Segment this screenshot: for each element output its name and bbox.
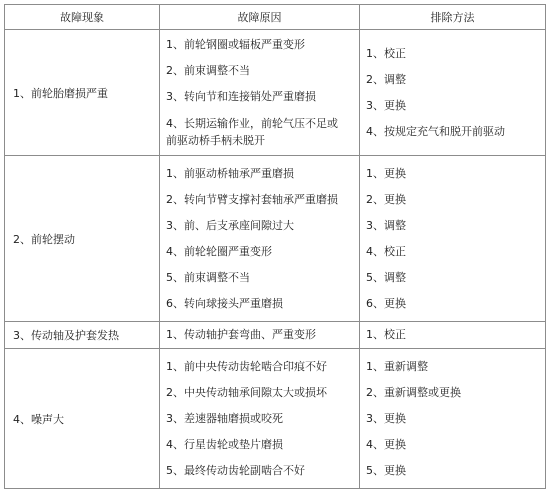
list-item: 4、行星齿轮或垫片磨损 [166,437,283,451]
cause-cell [160,322,360,349]
list-item: 5、更换 [366,463,406,477]
list-item: 3、更换 [366,411,406,425]
cause-cell [160,30,360,156]
list-item: 1、校正 [366,328,406,341]
fault-table [4,4,546,489]
list-item: 4、长期运输作业，前轮气压不足或 [166,116,338,130]
list-item: 1、前轮钢圈或辐板严重变形 [166,37,305,51]
header-row [5,5,546,30]
list-item: 2、调整 [366,72,406,86]
symptom-cell: 2、前轮摆动 [5,156,160,322]
cause-cell [160,156,360,322]
list-item: 4、校正 [366,244,406,258]
list-item: 前驱动桥手柄未脱开 [166,133,265,147]
list-item: 4、前轮轮圈严重变形 [166,244,272,258]
list-item: 5、最终传动齿轮副啮合不好 [166,463,305,477]
list-item: 4、更换 [366,437,406,451]
list-item: 1、前中央传动齿轮啮合印痕不好 [166,359,327,373]
list-item: 1、重新调整 [366,359,428,373]
list-item: 5、前束调整不当 [166,270,250,284]
list-item: 2、转向节臂支撑衬套轴承严重磨损 [166,192,338,206]
symptom-cell: 1、前轮胎磨损严重 [5,30,160,156]
list-item: 3、前、后支承座间隙过大 [166,218,294,232]
list-item: 6、转向球接头严重磨损 [166,296,283,310]
list-item: 1、传动轴护套弯曲、严重变形 [166,328,316,341]
table-row [5,349,546,489]
list-item: 2、前束调整不当 [166,63,250,77]
list-item: 1、校正 [366,46,406,60]
list-item: 4、按规定充气和脱开前驱动 [366,124,505,138]
list-item: 3、调整 [366,218,406,232]
table-row [5,156,546,322]
list-item: 6、更换 [366,296,406,310]
list-item: 2、更换 [366,192,406,206]
list-item: 2、重新调整或更换 [366,385,461,399]
list-item: 3、更换 [366,98,406,112]
header-cause: 故障原因 [160,5,360,30]
symptom-cell: 3、传动轴及护套发热 [5,322,160,349]
list-item: 2、中央传动轴承间隙太大或损坏 [166,385,327,399]
list-item: 1、更换 [366,166,406,180]
remedy-cell [360,156,546,322]
remedy-cell [360,349,546,489]
remedy-cell [360,30,546,156]
list-item: 3、转向节和连接销处严重磨损 [166,89,316,103]
list-item: 1、前驱动桥轴承严重磨损 [166,166,294,180]
symptom-cell: 4、噪声大 [5,349,160,489]
header-remedy: 排除方法 [360,5,546,30]
table-row [5,322,546,349]
table-row [5,30,546,156]
remedy-cell [360,322,546,349]
cause-cell [160,349,360,489]
list-item: 5、调整 [366,270,406,284]
header-symptom: 故障现象 [5,5,160,30]
list-item: 3、差速器轴磨损或咬死 [166,411,283,425]
